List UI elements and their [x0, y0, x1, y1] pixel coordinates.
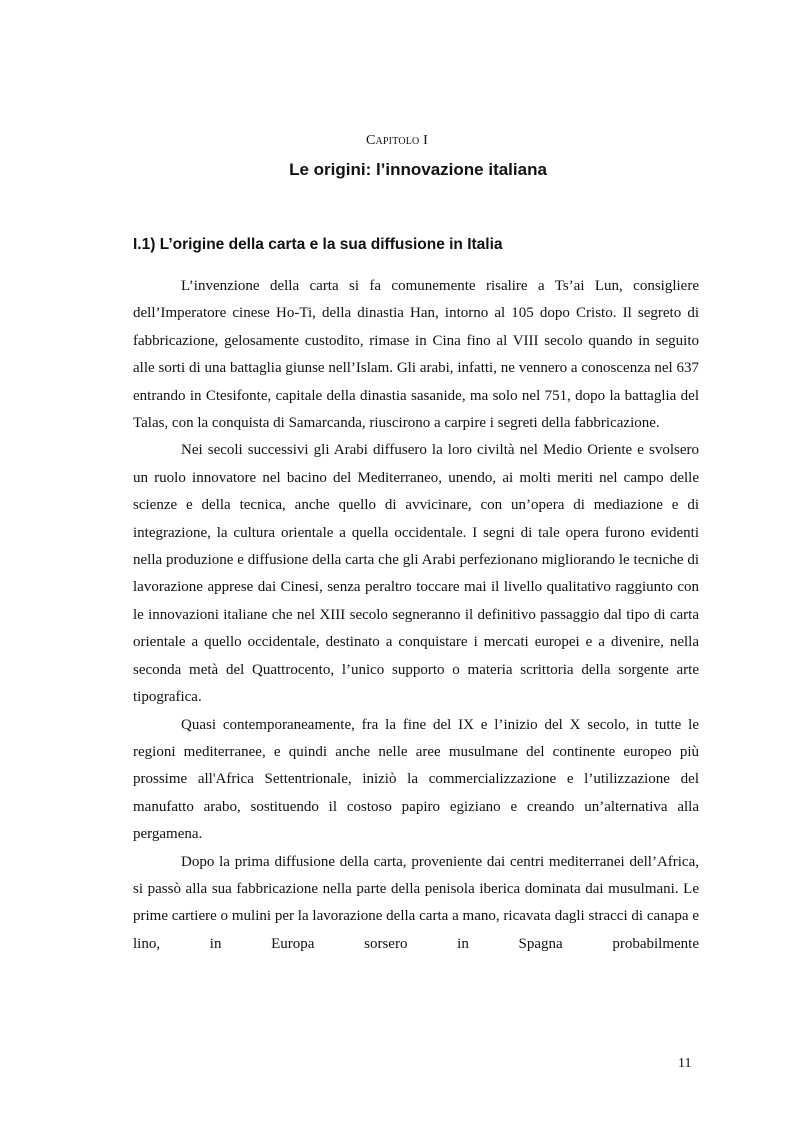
paragraph-2: Nei secoli successivi gli Arabi diffusero la loro civiltà nel Medio Oriente e svolsero un ruolo innovatore nel bacino del Mediterraneo, unendo, ai molti meriti nel campo delle scienze e della tecnica, anche quello di avvicinare, con un’opera di mediazione e di integrazione, la cultura orientale a quella occidentale. I segni di tale opera furono evidenti nella produzione e diffusione della carta che gli Arabi perfezionano migliorando le tecniche di lavorazione apprese dai Cinesi, senza peraltro toccare mai il livello qualitativo raggiunto con le innovazioni italiane che nel XIII secolo segneranno il definitivo passaggio dal tipo di carta orientale a quello occidentale, destinato a conquistare i mercati europei e a divenire, nella seconda metà del Quattrocento, l’unico supporto o materia scrittoria della sorgente arte tipografica. [133, 442, 699, 706]
paragraph-4: Dopo la prima diffusione della carta, proveniente dai centri mediterranei dell’Africa, si passò alla sua fabbricazione nella parte della penisola iberica dominata dai musulmani. Le prime cartiere o mulini per la lavorazione della carta a mano, ricavata dagli stracci di canapa e lino, in Europa sorsero in Spagna probabilmente [133, 853, 699, 952]
paragraph-3: Quasi contemporaneamente, fra la fine del IX e l’inizio del X secolo, in tutte le regioni mediterranee, e quindi anche nelle aree musulmane del continente europeo più prossime all'Africa Settentrionale, iniziò la commercializzazione e l’utilizzazione del manufatto arabo, sostituendo il costoso papiro egiziano e creando un’alternativa alla pergamena. [133, 716, 699, 843]
chapter-title: Le origini: l’innovazione italiana [289, 160, 547, 179]
page-number: 11 [678, 1056, 692, 1071]
paragraph-1: L’invenzione della carta si fa comunemente risalire a Ts’ai Lun, consigliere dell’Imperatore cinese Ho-Ti, della dinastia Han, intorno al 105 dopo Cristo. Il segreto di fabbricazione, gelosamente custodito, rimase in Cina fino al VIII secolo quando in seguito alle sorti di una battaglia giunse nell’Islam. Gli arabi, infatti, ne vennero a conoscenza nel 637 entrando in Ctesifonte, capitale della dinastia sasanide, ma solo nel 751, dopo la battaglia del Talas, con la conquista di Samarcanda, riuscirono a carpire i segreti della fabbricazione. [133, 278, 699, 432]
body-text [133, 273, 699, 958]
chapter-label: Capitolo I [365, 133, 429, 148]
section-heading: I.1) L’origine della carta e la sua diffusione in Italia [133, 236, 503, 253]
